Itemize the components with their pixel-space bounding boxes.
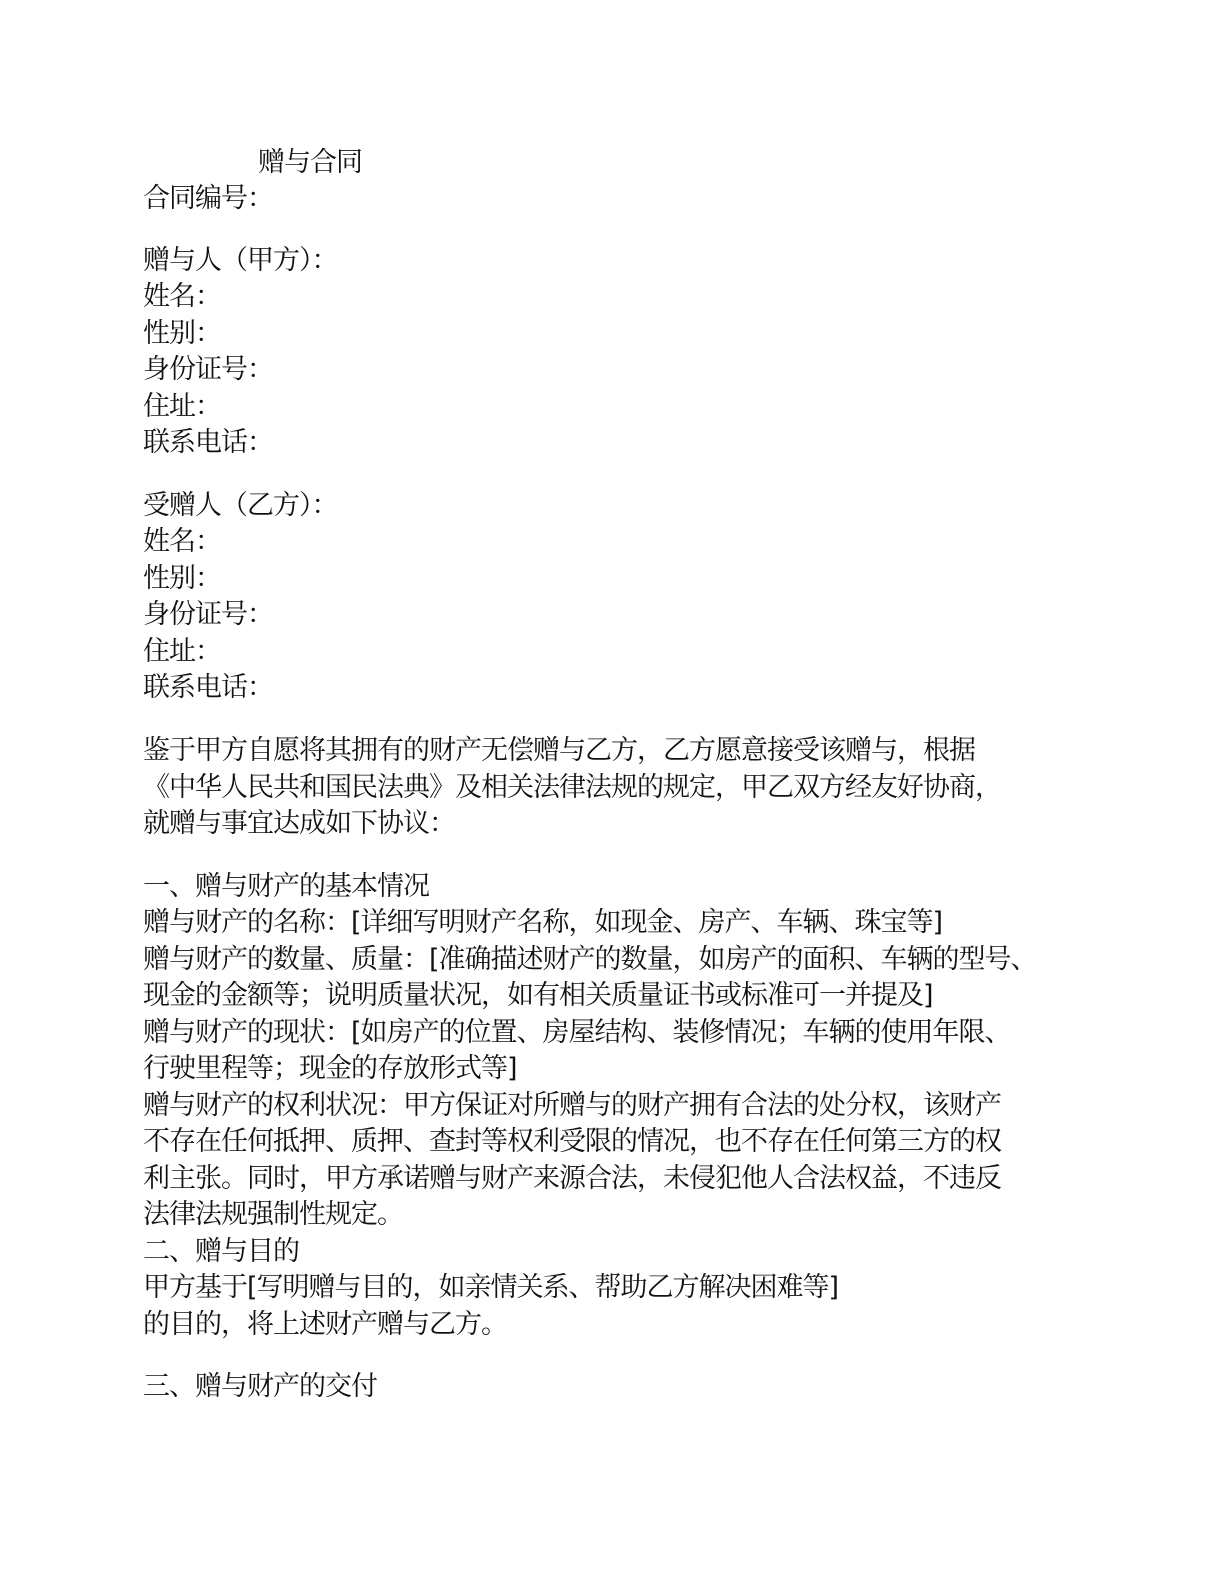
section1-line: 利主张。同时，甲方承诺赠与财产来源合法，未侵犯他人合法权益，不违反 [143,1163,1001,1194]
section1-line: 赠与财产的数量、质量：[准确描述财产的数量，如房产的面积、车辆的型号、 [143,944,1037,975]
section1-line: 法律法规强制性规定。 [143,1199,403,1230]
donor-name-label: 姓名： [143,281,221,312]
preamble-line: 鉴于甲方自愿将其拥有的财产无偿赠与乙方，乙方愿意接受该赠与，根据 [143,735,975,766]
preamble-line: 就赠与事宜达成如下协议： [143,808,455,839]
preamble-line: 《中华人民共和国民法典》及相关法律法规的规定，甲乙双方经友好协商， [143,772,1001,803]
section1-line: 不存在任何抵押、质押、查封等权利受限的情况，也不存在任何第三方的权 [143,1126,1001,1157]
section3-heading: 三、赠与财产的交付 [143,1371,377,1402]
donor-id-label: 身份证号： [143,354,273,385]
donor-address-label: 住址： [143,391,221,422]
section2-heading: 二、赠与目的 [143,1236,299,1267]
section1-line: 现金的金额等；说明质量状况，如有相关质量证书或标准可一并提及] [143,980,933,1011]
donee-id-label: 身份证号： [143,599,273,630]
donor-heading: 赠与人（甲方）： [143,245,338,276]
section1-line: 行驶里程等；现金的存放形式等] [143,1053,517,1084]
donee-gender-label: 性别： [143,563,221,594]
document-title: 赠与合同 [258,147,362,178]
section1-line: 赠与财产的名称：[详细写明财产名称，如现金、房产、车辆、珠宝等] [143,907,943,938]
donee-heading: 受赠人（乙方）： [143,490,338,521]
section1-line: 赠与财产的权利状况：甲方保证对所赠与的财产拥有合法的处分权，该财产 [143,1090,1001,1121]
donee-phone-label: 联系电话： [143,672,273,703]
section1-line: 赠与财产的现状：[如房产的位置、房屋结构、装修情况；车辆的使用年限、 [143,1017,1011,1048]
donee-address-label: 住址： [143,636,221,667]
section1-heading: 一、赠与财产的基本情况 [143,871,429,902]
section2-line: 甲方基于[写明赠与目的，如亲情关系、帮助乙方解决困难等] [143,1272,839,1303]
donor-gender-label: 性别： [143,318,221,349]
section2-line: 的目的，将上述财产赠与乙方。 [143,1309,507,1340]
contract-number-label: 合同编号： [143,183,273,214]
donor-phone-label: 联系电话： [143,427,273,458]
donee-name-label: 姓名： [143,526,221,557]
